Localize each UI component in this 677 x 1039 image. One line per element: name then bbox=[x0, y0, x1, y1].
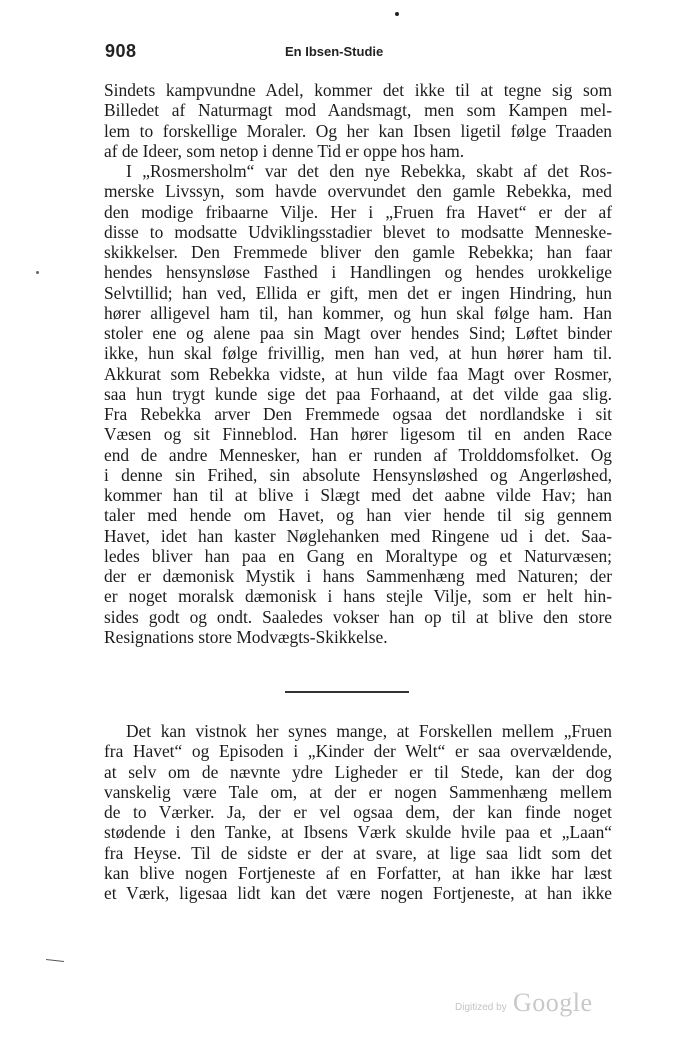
text-line: ledes bliver han paa en Gang en Moraltype og et Naturvæsen; bbox=[104, 545, 612, 566]
text-line: fra Havet“ og Episoden i „Kinder der Welt“ er saa overvældende, bbox=[104, 741, 612, 762]
text-line: hendes hensynsløse Fasthed i Handlingen og hendes urokkelige bbox=[104, 262, 612, 283]
margin-speck bbox=[36, 271, 39, 274]
text-line: at selv om de nævnte ydre Ligheder er til Stede, kan der dog bbox=[104, 761, 612, 782]
text-line: stoler ene og alene paa sin Magt over hendes Sind; Løftet binder bbox=[104, 323, 612, 343]
ink-speck bbox=[395, 12, 399, 16]
page-header bbox=[105, 41, 610, 63]
text-line: fra Heyse. Til de sidste er der at svare, at lige saa lidt som det bbox=[104, 842, 612, 863]
text-line: merske Livssyn, som havde overvundet den gamle Rebekka, med bbox=[104, 181, 612, 202]
text-line: Selvtillid; han ved, Ellida er gift, men det er ingen Hindring, hun bbox=[104, 282, 612, 303]
text-line: hører alligevel ham til, han kommer, og hun skal følge ham. Han bbox=[104, 302, 612, 323]
text-line: lem to forskellige Moraler. Og her kan Ibsen ligetil følge Traaden bbox=[104, 120, 612, 141]
google-logo: Google bbox=[513, 988, 593, 1017]
text-line: Det kan vistnok her synes mange, at Forskellen mellem „Fruen bbox=[126, 721, 612, 741]
page-number: 908 bbox=[105, 41, 137, 61]
text-line: saa hun trygt kunde sige det paa Forhaand, at det vilde gaa slig. bbox=[104, 383, 612, 404]
text-line: den modige fribaarne Vilje. Her i „Fruen fra Havet“ er der af bbox=[104, 201, 612, 222]
paragraph-rosmersholm bbox=[104, 161, 612, 647]
text-line: taler med hende om Havet, og han vier hende til sig gennem bbox=[104, 505, 612, 526]
text-line: ikke, hun skal følge frivillig, men han ved, at hun hører ham til. bbox=[104, 343, 612, 364]
text-line: vanskelig være Tale om, at der er nogen Sammenhæng mellem bbox=[104, 781, 612, 802]
text-line: disse to modsatte Udviklingsstadier blevet to modsatte Menneske- bbox=[104, 221, 612, 242]
digitized-watermark bbox=[455, 990, 615, 1020]
running-head: En Ibsen-Studie bbox=[285, 44, 384, 59]
text-line: skikkelser. Den Fremmede bliver den gamle Rebekka; han faar bbox=[104, 242, 612, 262]
text-block-upper bbox=[104, 80, 612, 647]
text-line: de to Værker. Ja, der er vel ogsaa dem, der kan finde noget bbox=[104, 802, 612, 822]
text-line: i denne sin Frihed, sin absolute Hensynsløshed og Angerløshed, bbox=[104, 464, 612, 485]
text-line: kommer han til at blive i Slægt med det aabne vilde Hav; han bbox=[104, 485, 612, 505]
text-line: et Værk, ligesaa lidt kan det være nogen Fortjeneste, at han ikke bbox=[104, 883, 612, 903]
text-line: Fra Rebekka arver Den Fremmede ogsaa det nordlandske i sit bbox=[104, 404, 612, 424]
text-line: end de andre Mennesker, han er runden af Trolddomsfolket. Og bbox=[104, 444, 612, 465]
text-line: af de Ideer, som netop i denne Tid er oppe hos ham. bbox=[104, 140, 465, 161]
text-line: sides godt og ondt. Saaledes vokser han op til at blive den store bbox=[104, 606, 612, 627]
text-line: stødende i den Tanke, at Ibsens Værk skulde hvile paa et „Laan“ bbox=[104, 822, 612, 843]
text-line: Sindets kampvundne Adel, kommer det ikke til at tegne sig som bbox=[104, 80, 612, 100]
text-line: Akkurat som Rebekka vidste, at hun vilde faa Magt over Rosmer, bbox=[104, 363, 612, 384]
text-line: er noget moralsk dæmonisk i hans stejle Vilje, som er helt hin- bbox=[104, 586, 612, 607]
paragraph-continuation bbox=[104, 80, 612, 161]
text-line: Billedet af Naturmagt mod Aandsmagt, men som Kampen mel- bbox=[104, 100, 612, 121]
text-line: Væsen og sit Finneblod. Han hører ligesom til en anden Race bbox=[104, 424, 612, 445]
section-divider bbox=[285, 691, 409, 693]
text-line: der er dæmonisk Mystik i hans Sammenhæng med Naturen; der bbox=[104, 566, 612, 586]
text-line: Resignations store Modvægts-Skikkelse. bbox=[104, 626, 388, 647]
text-block-lower bbox=[104, 721, 612, 903]
margin-pencil-mark bbox=[46, 959, 64, 962]
text-line: Havet, idet han kaster Nøglehanken med Ringene ud i det. Saa- bbox=[104, 525, 612, 546]
text-line: kan blive nogen Fortjeneste af en Forfatter, at han ikke har læst bbox=[104, 862, 612, 883]
paragraph-heyse bbox=[104, 721, 612, 903]
watermark-prefix: Digitized by bbox=[455, 1002, 507, 1013]
text-line: I „Rosmersholm“ var det den nye Rebekka, skabt af det Ros- bbox=[126, 161, 612, 181]
